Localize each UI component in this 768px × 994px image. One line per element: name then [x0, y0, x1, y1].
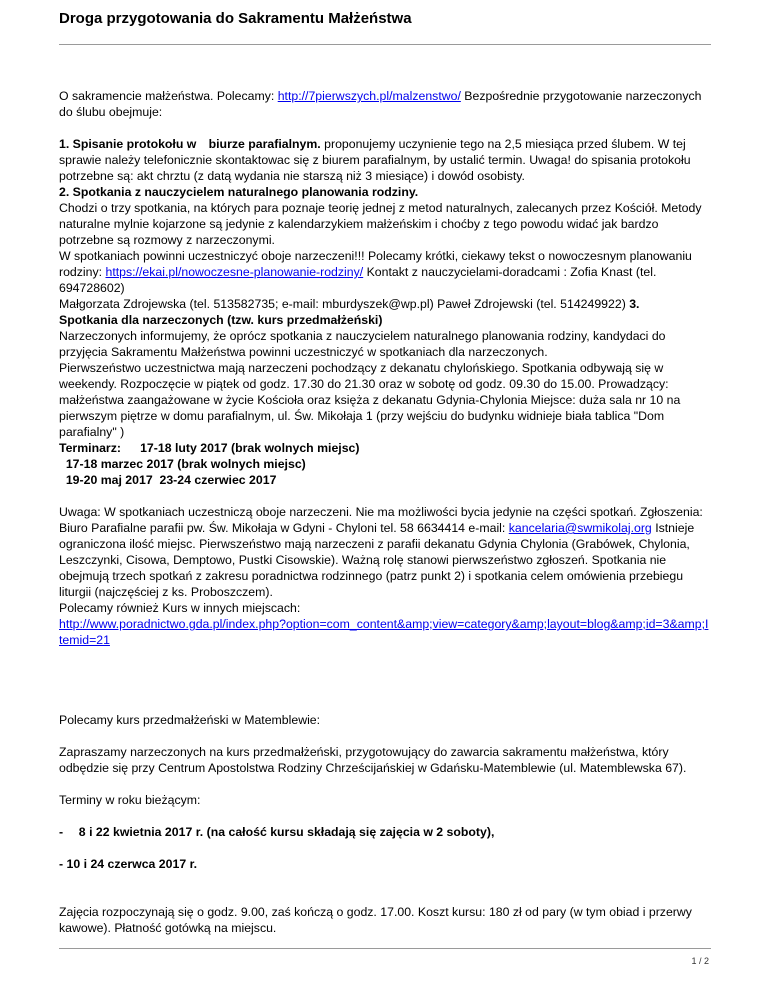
- matemblewo-term-1: - 8 i 22 kwietnia 2017 r. (na całość kursu składają się zajęcia w 2 soboty),: [59, 825, 495, 839]
- section-2-paragraph-1: Chodzi o trzy spotkania, na których para poznaje teorię jednej z metod naturalnych, zalecanych przez Kościół. Metody naturalne mylnie kojarzone są jedynie z kalendarzykiem małżeńskim i choćby z tego powodu widać jak bardzo potrzebne są rozmowy z narzeczonymi.: [59, 201, 702, 247]
- malzenstwo-link[interactable]: http://7pierwszych.pl/malzenstwo/: [277, 89, 461, 103]
- ekai-link[interactable]: https://ekai.pl/nowoczesne-planowanie-rodziny/: [105, 265, 364, 279]
- section-2-heading: 2. Spotkania z nauczycielem naturalnego planowania rodziny.: [59, 185, 419, 199]
- matemblewo-invite: Zapraszamy narzeczonych na kurs przedmałżeński, przygotowujący do zawarcia sakramentu małżeństwa, który odbędzie się przy Centrum Apostolstwa Rodziny Chrześcijańskiej w Gdańsku-Matemblewie (ul. Matemblewska 67).: [59, 745, 687, 775]
- term-item: 19-20 maj 2017 23-24 czerwiec 2017: [59, 473, 277, 487]
- terms-label: Terminarz: 17-18 luty 2017 (brak wolnych miejsc): [59, 441, 360, 455]
- footer-divider: [59, 948, 711, 949]
- email-link[interactable]: kancelaria@swmikolaj.org: [508, 521, 652, 535]
- intro-text: O sakramencie małżeństwa. Polecamy:: [59, 89, 278, 103]
- term-item: 17-18 marzec 2017 (brak wolnych miejsc): [59, 457, 306, 471]
- matemblewo-details: Zajęcia rozpoczynają się o godz. 9.00, zaś kończą o godz. 17.00. Koszt kursu: 180 zł od pary (w tym obiad i przerwy kawowe). Płatność gotówką na miejscu.: [59, 905, 692, 935]
- contact-zofia: Kontakt z nauczycielami-doradcami : Zofia Knast (tel. 694728602): [59, 265, 657, 295]
- poradnictwo-paragraph: [59, 616, 711, 648]
- section-1: [59, 136, 711, 184]
- matemblewo-terms-label: Terminy w roku bieżącym:: [59, 793, 201, 807]
- section-2-text: W spotkaniach powinni uczestniczyć oboje narzeczeni!!! Polecamy krótki, ciekawy tekst o nowoczesnym planowaniu rodziny:: [59, 249, 692, 279]
- matemblewo-intro: Polecamy kurs przedmałżeński w Matemblewie:: [59, 713, 321, 727]
- section-2-paragraph-3: [59, 296, 711, 312]
- section-3-heading: Spotkania dla narzeczonych (tzw. kurs przedmałżeński): [59, 313, 383, 327]
- contact-zdrojewski: Małgorzata Zdrojewska (tel. 513582735; e-mail: mburdyszek@wp.pl) Paweł Zdrojewski (tel. 514249922): [59, 297, 630, 311]
- document-body: [59, 88, 711, 936]
- intro-paragraph: [59, 88, 711, 120]
- section-1-text: proponujemy uczynienie tego na 2,5 miesiąca przed ślubem. W tej sprawie należy telefonicznie skontaktowac się z biurem parafialnym, by ustalić termin. Uwaga! do spisania protokołu potrzebne są: akt chrztu (z datą wydania nie starszą niż 3 miesiące) i dowód osobisty.: [59, 137, 691, 183]
- recommend-text: Polecamy również Kurs w innych miejscach:: [59, 601, 301, 615]
- page-title: Droga przygotowania do Sakramentu Małżeństwa: [59, 10, 412, 27]
- header-divider: [59, 44, 711, 45]
- notice-text-2: Istnieje ograniczona ilość miejsc. Pierwszeństwo mają narzeczeni z parafii dekanatu Gdynia Chylonia (Grabówek, Chylonia, Leszczynki, Cisowa, Demptowo, Pustki Cisowskie). Ważną rolę stanowi pierwszeństwo zgłoszeń. Spotkania nie obejmują trzech spotkań z zakresu poradnictwa rodzinnego (patrz punkt 2) i spotkania celem omówienia przebiegu liturgii (najczęściej z ks. Proboszczem).: [59, 521, 695, 599]
- section-2-paragraph-2: [59, 248, 711, 296]
- section-3-paragraph-2: Pierwszeństwo uczestnictwa mają narzeczeni pochodzący z dekanatu chylońskiego. Spotkania odbywają się w weekendy. Rozpoczęcie w piątek od godz. 17.30 do 21.30 oraz w sobotę od godz. 09.30 do 15.00. Prowadzący: małżeństwa zaangażowane w życie Kościoła oraz księża z dekanatu Gdynia-Chylonia Miejsce: duża sala nr 10 na pierwszym piętrze w domu parafialnym, ul. Św. Mikołaja 1 (przy wejściu do budynku widnieje biała tablica "Dom parafialny" ): [59, 361, 681, 439]
- section-1-heading: 1. Spisanie protokołu w biurze parafialnym.: [59, 137, 321, 151]
- section-3-paragraph-1: Narzeczonych informujemy, że oprócz spotkania z nauczycielem naturalnego planowania rodziny, kandydaci do przyjęcia Sakramentu Małżeństwa powinni uczestniczyć w spotkaniach dla narzeczonych.: [59, 329, 666, 359]
- poradnictwo-link[interactable]: http://www.poradnictwo.gda.pl/index.php?option=com_content&amp;view=category&amp;layout=blog&amp;id=3&amp;Itemid=21: [59, 617, 709, 647]
- matemblewo-term-2: - 10 i 24 czerwca 2017 r.: [59, 857, 198, 871]
- page-number: 1 / 2: [691, 956, 709, 966]
- section-3-number: 3.: [629, 297, 640, 311]
- notice-paragraph: [59, 504, 711, 600]
- intro-suffix: Bezpośrednie przygotowanie narzeczonych do ślubu obejmuje:: [59, 89, 702, 119]
- notice-text: Uwaga: W spotkaniach uczestniczą oboje narzeczeni. Nie ma możliwości bycia jedynie na części spotkań. Zgłoszenia: Biuro Parafialne parafii pw. Św. Mikołaja w Gdyni - Chyloni tel. 58 6634414 e-mail:: [59, 505, 703, 535]
